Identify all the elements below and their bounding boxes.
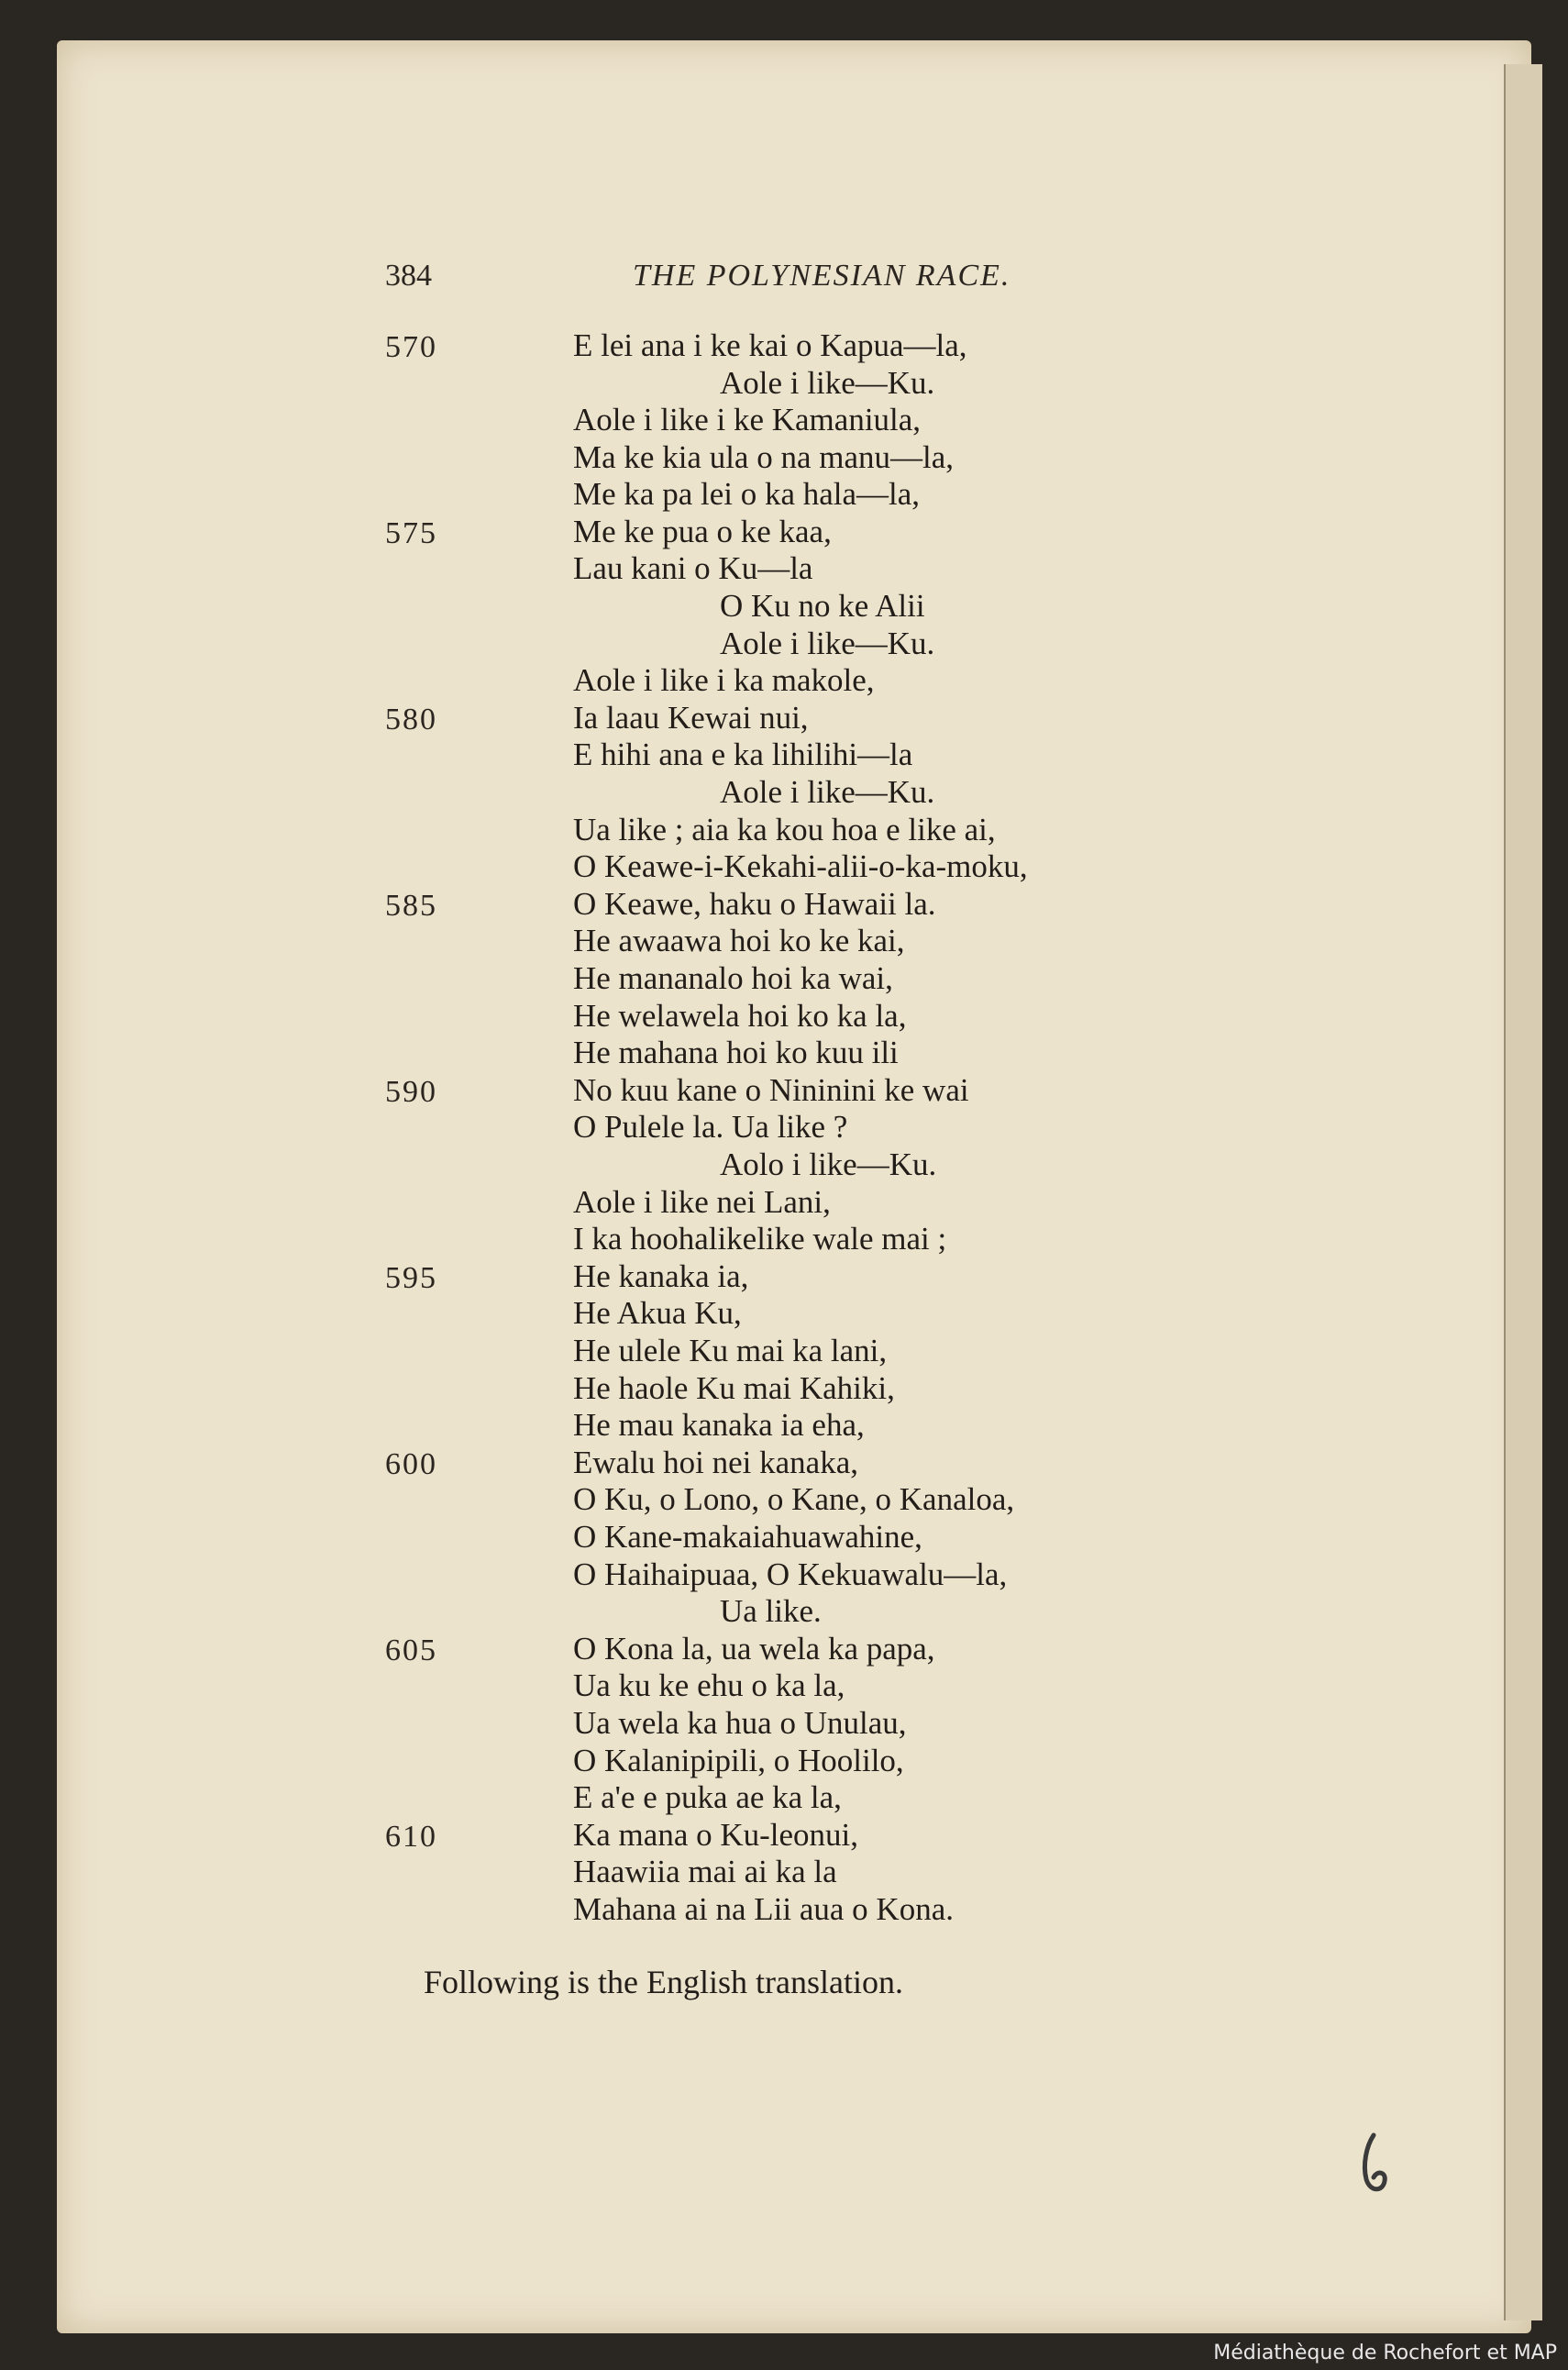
verse-line: O Ku, o Lono, o Kane, o Kanaloa, <box>573 1481 1015 1517</box>
verse-line: He ulele Ku mai ka lani, <box>573 1333 888 1368</box>
page-number: 384 <box>385 259 432 293</box>
verse-line: Aolo i like—Ku. <box>720 1146 937 1182</box>
verse-line: He mahana hoi ko kuu ili <box>573 1035 899 1070</box>
verse-line: Ka mana o Ku-leonui, <box>573 1817 859 1853</box>
verse-line: E a'e e puka ae ka la, <box>573 1779 842 1815</box>
line-number: 595 <box>385 1261 437 1295</box>
verse-line: O Kona la, ua wela ka papa, <box>573 1631 935 1667</box>
verse-line: Ua like ; aia ka kou hoa e like ai, <box>573 812 996 847</box>
verse-line: Me ke pua o ke kaa, <box>573 514 832 549</box>
verse-line: He mananalo hoi ka wai, <box>573 960 893 996</box>
verse-line: Aole i like i ke Kamaniula, <box>573 402 922 437</box>
verse-line: He haole Ku mai Kahiki, <box>573 1370 895 1406</box>
verse-line: O Haihaipuaa, O Kekuawalu—la, <box>573 1556 1008 1592</box>
pencil-mark-icon <box>1346 2128 1401 2201</box>
verse-line: O Kalanipipili, o Hoolilo, <box>573 1743 904 1778</box>
verse-line: He awaawa hoi ko ke kai, <box>573 923 905 958</box>
verse-line: No kuu kane o Nininini ke wai <box>573 1072 969 1108</box>
verse-line: Ma ke kia ula o na manu—la, <box>573 439 955 475</box>
verse-line: Haawiia mai ai ka la <box>573 1854 837 1889</box>
verse-line: Ia laau Kewai nui, <box>573 700 809 736</box>
line-number: 570 <box>385 330 437 364</box>
attribution-watermark: Médiathèque de Rochefort et MAP <box>1213 2342 1557 2364</box>
verse-line: Ua wela ka hua o Unulau, <box>573 1705 907 1741</box>
running-title: THE POLYNESIAN RACE. <box>633 259 1011 293</box>
line-number: 610 <box>385 1820 437 1854</box>
verse-line: O Pulele la. Ua like ? <box>573 1109 848 1145</box>
line-number: 575 <box>385 516 437 550</box>
verse-line: He kanaka ia, <box>573 1258 749 1294</box>
verse-line: O Kane-makaiahuawahine, <box>573 1519 922 1555</box>
translation-note: Following is the English translation. <box>424 1964 903 2000</box>
verse-line: He Akua Ku, <box>573 1295 742 1331</box>
verse-line: O Keawe, haku o Hawaii la. <box>573 886 936 922</box>
verse-line: Aole i like nei Lani, <box>573 1184 831 1220</box>
verse-line: O Keawe-i-Kekahi-alii-o-ka-moku, <box>573 848 1028 884</box>
verse-line: He mau kanaka ia eha, <box>573 1407 865 1443</box>
verse-line: Me ka pa lei o ka hala—la, <box>573 476 921 512</box>
verse-line: O Ku no ke Alii <box>720 588 925 624</box>
line-number: 585 <box>385 889 437 923</box>
line-number: 605 <box>385 1634 437 1667</box>
verse-line: Aole i like—Ku. <box>720 774 935 810</box>
verse-line: Ua ku ke ehu o ka la, <box>573 1667 845 1703</box>
verse-line: E lei ana i ke kai o Kapua—la, <box>573 327 967 363</box>
verse-line: Ua like. <box>720 1593 822 1629</box>
verse-line: Aole i like—Ku. <box>720 365 935 401</box>
verse-line: Ewalu hoi nei kanaka, <box>573 1445 859 1480</box>
verse-line: Aole i like—Ku. <box>720 626 935 661</box>
verse-line: Aole i like i ka makole, <box>573 662 875 698</box>
line-number: 600 <box>385 1447 437 1481</box>
verse-line: Lau kani o Ku—la <box>573 550 813 586</box>
verse-line: I ka hoohalikelike wale mai ; <box>573 1221 947 1257</box>
verse-line: E hihi ana e ka lihilihi—la <box>573 736 913 772</box>
verse-line: He welawela hoi ko ka la, <box>573 998 907 1034</box>
line-number: 590 <box>385 1075 437 1109</box>
verse-line: Mahana ai na Lii aua o Kona. <box>573 1891 954 1927</box>
line-number: 580 <box>385 703 437 736</box>
